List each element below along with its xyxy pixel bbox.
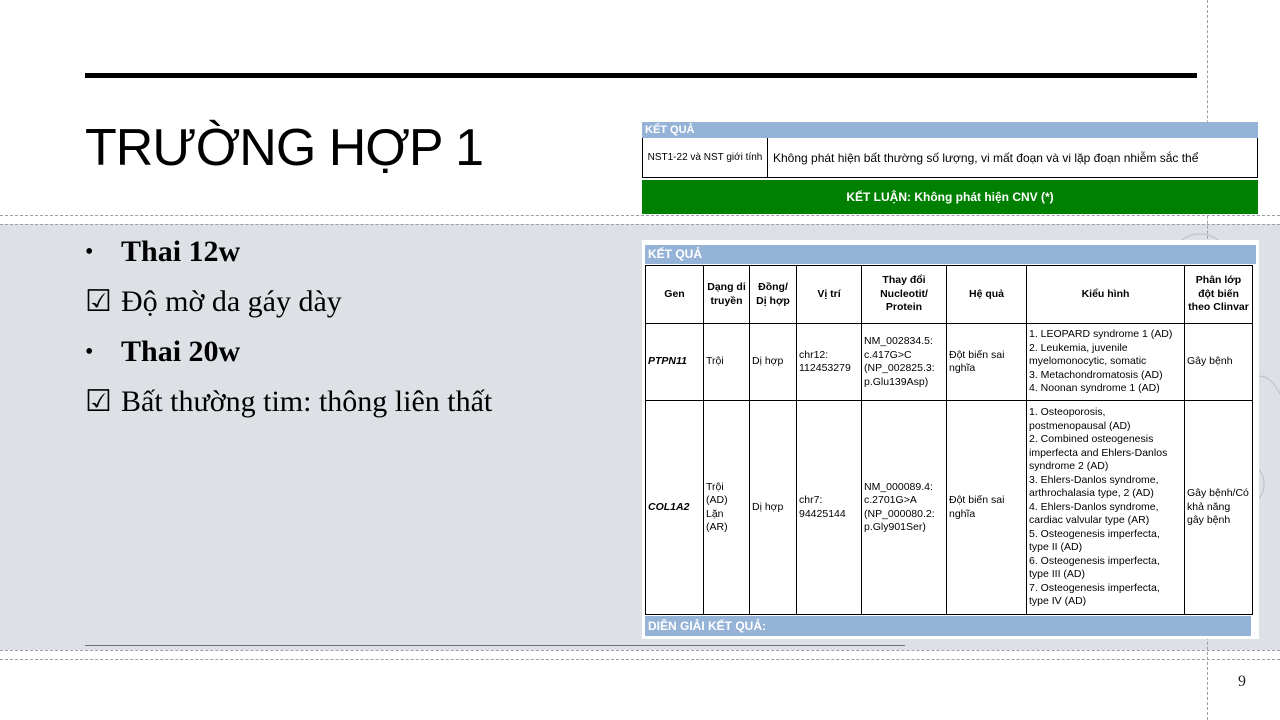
column-header: Gen (646, 266, 704, 324)
cnv-conclusion: KẾT LUẬN: Không phát hiện CNV (*) (642, 180, 1258, 214)
interpretation-header: DIỄN GIẢI KẾT QUẢ: (645, 616, 1251, 636)
guide-line-band-top (0, 224, 1280, 225)
column-header: Đồng/ Dị hợp (750, 266, 797, 324)
column-header: Phân lớp đột biến theo Clinvar (1185, 266, 1253, 324)
checkbox-icon: ☑ (85, 385, 112, 418)
column-header: Kiểu hình (1027, 266, 1185, 324)
guide-line-band-bottom (0, 650, 1280, 651)
table-header-row (646, 266, 1253, 324)
bullet-item (85, 330, 492, 380)
classification-cell: Gây bệnh (1185, 324, 1253, 401)
inheritance-cell: Trội (704, 324, 750, 401)
change-cell: NM_002834.5: c.417G>C (NP_002825.3: p.Glu139Asp) (862, 324, 947, 401)
cnv-row-value: Không phát hiện bất thường số lượng, vi mất đoạn và vi lặp đoạn nhiễm sắc thể (773, 150, 1199, 165)
table-row (646, 324, 1253, 401)
checkbox-icon: ☑ (85, 285, 112, 318)
bullet-text: Độ mờ da gáy dày (121, 285, 342, 318)
guide-line-bottom (0, 659, 1280, 660)
position-cell: chr7: 94425144 (797, 401, 862, 615)
zygosity-cell: Dị hợp (750, 401, 797, 615)
guide-line-top (0, 215, 1280, 216)
consequence-cell: Đột biến sai nghĩa (947, 401, 1027, 615)
column-header: Dạng di truyền (704, 266, 750, 324)
phenotype-cell: 1. LEOPARD syndrome 1 (AD) 2. Leukemia, juvenile myelomonocytic, somatic 3. Metachondromatosis (AD) 4. Noonan syndrome 1 (AD) (1027, 324, 1185, 401)
bullet-text: Thai 12w (121, 235, 241, 268)
zygosity-cell: Dị hợp (750, 324, 797, 401)
slide-title: TRƯỜNG HỢP 1 (85, 119, 484, 177)
cnv-result-image (642, 122, 1258, 215)
bullet-item (85, 230, 492, 280)
bullet-item (85, 380, 492, 430)
bullet-dot-icon: • (85, 239, 94, 265)
title-rule (85, 73, 1197, 78)
column-header: Vị trí (797, 266, 862, 324)
change-cell: NM_000089.4: c.2701G>A (NP_000080.2: p.Gly901Ser) (862, 401, 947, 615)
bullet-list (85, 230, 492, 430)
cnv-result-row (642, 138, 1258, 178)
position-cell: chr12: 112453279 (797, 324, 862, 401)
column-header: Thay đổi Nucleotit/ Protein (862, 266, 947, 324)
bullet-text: Bất thường tim: thông liên thất (121, 385, 493, 418)
bullet-item (85, 280, 492, 330)
bullet-text: Thai 20w (121, 335, 241, 368)
bottom-rule (85, 645, 905, 646)
column-header: Hệ quả (947, 266, 1027, 324)
gene-cell: COL1A2 (646, 401, 704, 615)
gene-table-header: KẾT QUẢ (645, 245, 1256, 264)
table-row (646, 401, 1253, 615)
consequence-cell: Đột biến sai nghĩa (947, 324, 1027, 401)
cnv-row-label: NST1-22 và NST giới tính (643, 138, 768, 177)
page-number: 9 (1238, 673, 1246, 690)
bullet-dot-icon: • (85, 339, 94, 365)
cnv-result-header: KẾT QUẢ (642, 122, 1258, 138)
phenotype-cell: 1. Osteoporosis, postmenopausal (AD) 2. Combined osteogenesis imperfecta and Ehlers-Danlos syndrome 2 (AD) 3. Ehlers-Danlos syndrome, arthrochalasia type, 2 (AD) 4. Ehlers-Danlos syndrome, cardiac valvular type (AR) 5. Osteogenesis imperfecta, type II (AD) 6. Osteogenesis imperfecta, type III (AD) 7. Osteogenesis imperfecta, type IV (AD) (1027, 401, 1185, 615)
inheritance-cell: Trội (AD) Lặn (AR) (704, 401, 750, 615)
gene-cell: PTPN11 (646, 324, 704, 401)
classification-cell: Gây bệnh/Có khả năng gây bệnh (1185, 401, 1253, 615)
gene-table (645, 265, 1253, 615)
gene-result-image (642, 240, 1259, 639)
